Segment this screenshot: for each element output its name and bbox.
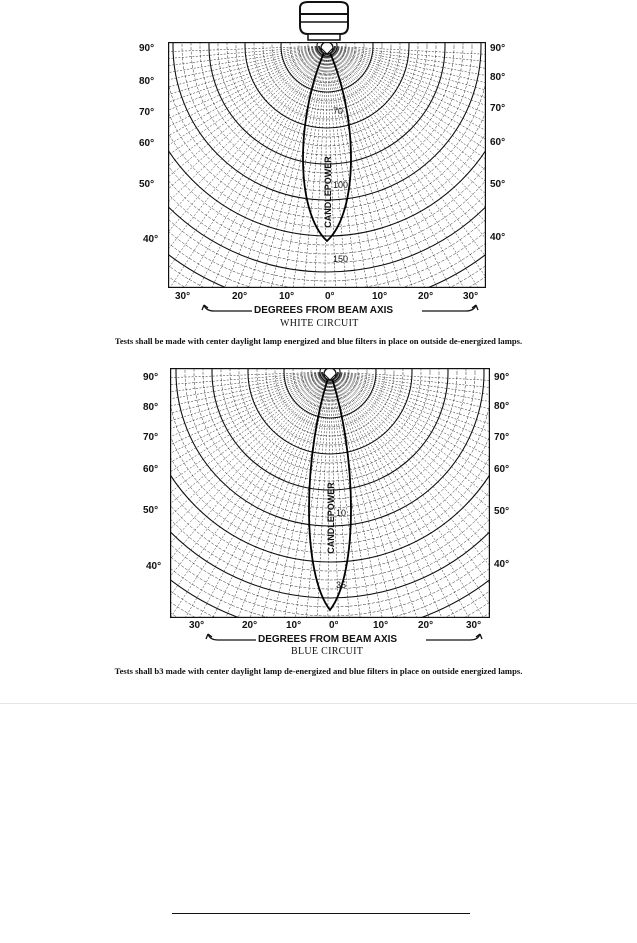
caption-blue: Tests shall b3 made with center daylight lamp de-energized and blue filters in place on outside energized lamps. [114, 666, 523, 676]
left-angle-80: 80° [143, 402, 159, 413]
bottom-tick-30-left: 30° [189, 620, 205, 631]
left-angle-60: 60° [143, 464, 159, 475]
right-angle-60: 60° [490, 137, 506, 148]
contour-value-label: 10 [336, 508, 347, 518]
contour-value-label: 70 [333, 106, 344, 116]
right-angle-90: 90° [494, 372, 510, 383]
lamp-icon [294, 0, 354, 42]
bottom-tick-20-left: 20° [242, 620, 258, 631]
left-angle-70: 70° [143, 432, 159, 443]
right-angle-40: 40° [490, 232, 506, 243]
right-angle-50: 50° [494, 506, 510, 517]
bottom-tick-0: 0° [325, 291, 335, 302]
bottom-tick-30-right: 30° [463, 291, 479, 302]
contour-value-label: 150 [333, 254, 349, 264]
left-angle-50: 50° [139, 179, 155, 190]
left-angle-60: 60° [139, 138, 155, 149]
polar-grid-blue [170, 368, 490, 618]
bottom-tick-20-right: 20° [418, 620, 434, 631]
right-angle-60: 60° [494, 464, 510, 475]
left-angle-40: 40° [146, 561, 162, 572]
right-angle-90: 90° [490, 43, 506, 54]
right-angle-40: 40° [494, 559, 510, 570]
bottom-tick-30-left: 30° [175, 291, 191, 302]
left-angle-50: 50° [143, 505, 159, 516]
circuit-label-white: WHITE CIRCUIT [280, 318, 359, 329]
left-angle-80: 80° [139, 76, 155, 87]
right-angle-70: 70° [490, 103, 506, 114]
bottom-tick-30-right: 30° [466, 620, 482, 631]
contour-value-label: 35 [336, 580, 347, 590]
left-angle-70: 70° [139, 107, 155, 118]
circuit-label-blue: BLUE CIRCUIT [291, 646, 364, 657]
right-angle-70: 70° [494, 432, 510, 443]
bottom-tick-20-right: 20° [418, 291, 434, 302]
footer-rule [172, 913, 470, 914]
bottom-tick-0: 0° [329, 620, 339, 631]
bottom-tick-10-right: 10° [372, 291, 388, 302]
bottom-tick-10-left: 10° [286, 620, 302, 631]
axis-title-blue: DEGREES FROM BEAM AXIS [258, 634, 398, 645]
right-angle-80: 80° [490, 72, 506, 83]
bottom-tick-10-right: 10° [373, 620, 389, 631]
left-angle-90: 90° [143, 372, 159, 383]
polar-grid-white [168, 42, 486, 288]
bottom-tick-10-left: 10° [279, 291, 295, 302]
contour-value-label: 100 [333, 180, 349, 190]
bottom-tick-20-left: 20° [232, 291, 248, 302]
right-angle-80: 80° [494, 401, 510, 412]
candlepower-label: CANDLEPOWER [326, 482, 336, 554]
right-angle-50: 50° [490, 179, 506, 190]
page-divider [0, 703, 637, 704]
left-angle-40: 40° [143, 234, 159, 245]
candlepower-label: CANDLEPOWER [323, 156, 333, 228]
caption-white: Tests shall be made with center daylight lamp energized and blue filters in place on outside de-energized lamps. [114, 336, 523, 346]
left-angle-90: 90° [139, 43, 155, 54]
axis-title-white: DEGREES FROM BEAM AXIS [254, 305, 394, 316]
